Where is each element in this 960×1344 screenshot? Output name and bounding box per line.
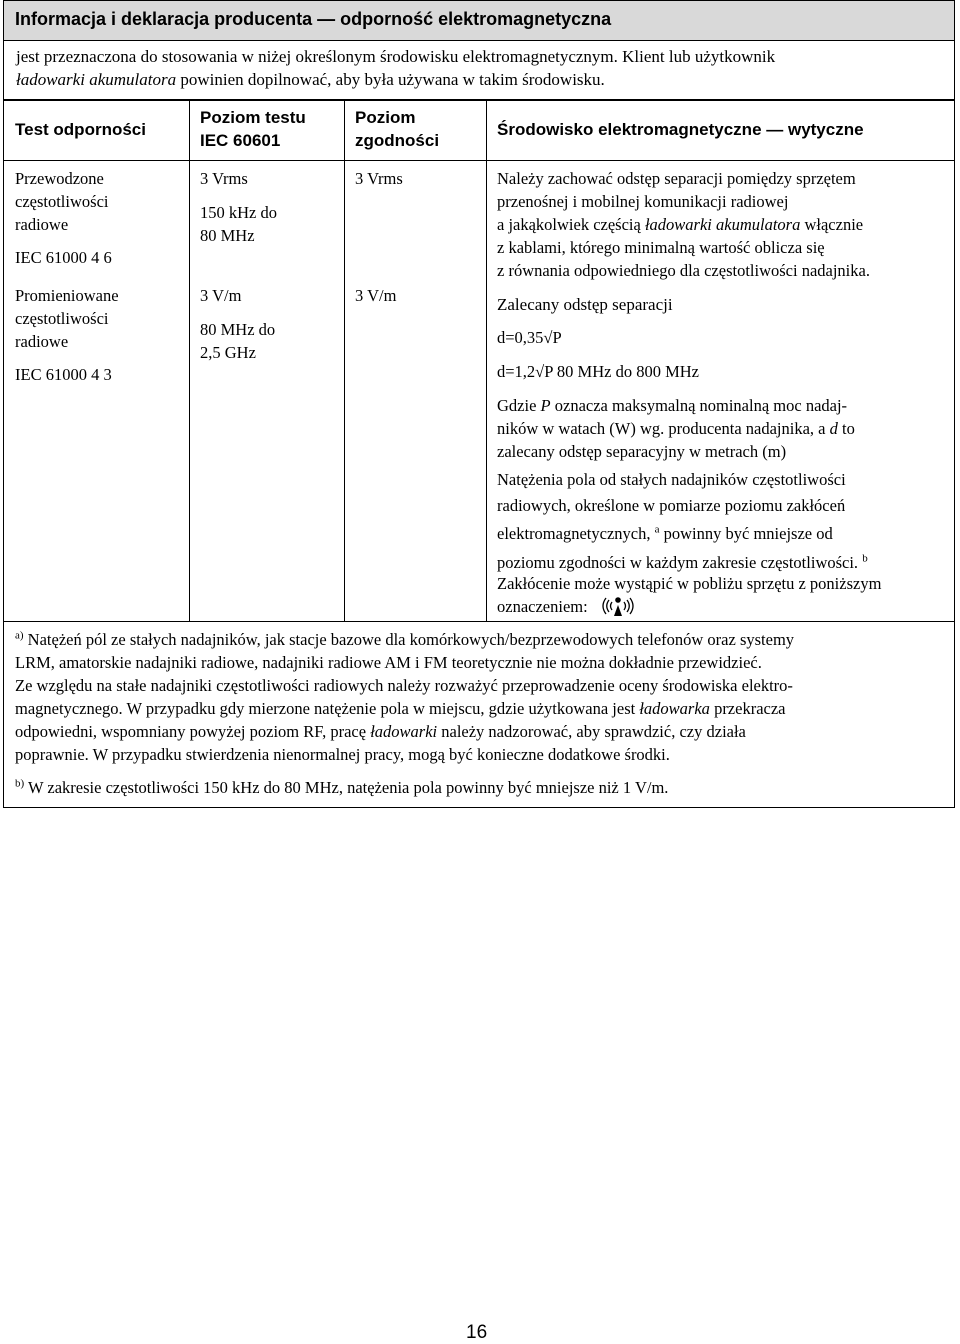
table-bottom-rule [4,621,954,622]
guidance-p1-line4: z kablami, którego minimalną wartość oblicza się [497,238,825,257]
guidance-p1-line1: Należy zachować odstęp separacji pomiędzy sprzętem [497,169,856,188]
footnote-a-line5 [15,720,746,743]
guidance-p1-line2: przenośnej i mobilnej komunikacji radiowej [497,192,789,211]
text: Gdzie [497,396,541,415]
text: oznacza maksymalną nominalną moc nadaj- [550,396,848,415]
separation-heading: Zalecany odstęp separacji [497,295,673,314]
guidance-p3-line2: radiowych, określone w pomiarze poziomu zakłóceń [497,496,846,515]
footnote-a-line3: Ze względu na stałe nadajniki częstotliwości radiowych należy rozważyć przeprowadzenie oceny środowiska elektro- [15,676,793,695]
text-italic: ładowarki akumulatora [644,215,801,234]
footnote-ref-b: b [862,552,868,565]
column-divider-3 [486,100,487,621]
guidance-p3-line1: Natężenia pola od stałych nadajników częstotliwości [497,470,846,489]
intro-line-2 [16,70,605,90]
row1-test-line2: częstotliwości [15,192,109,211]
table-top-rule [4,99,954,101]
text: oznaczeniem: [497,597,588,616]
row1-test-line3: radiowe [15,215,69,234]
header-level-line1: Poziom testu [200,108,306,127]
text: elektromagnetycznych, [497,524,655,543]
text-italic: ładowarka [639,699,710,718]
row2-level: 3 V/m [200,286,242,305]
section-title: Informacja i deklaracja producenta — odporność elektromagnetyczna [15,9,612,29]
text: magnetycznego. W przypadku gdy mierzone natężenie pola w miejscu, gdzie użytkowana jest [15,699,640,718]
row1-test-line1: Przewodzone [15,169,104,188]
row1-range-line2: 80 MHz [200,226,255,245]
emc-declaration-box [3,0,955,808]
row2-standard: IEC 61000 4 3 [15,365,112,384]
guidance-p3-line4 [497,551,868,574]
header-level-line2: IEC 60601 [200,131,281,150]
row1-level: 3 Vrms [200,169,248,188]
text: przekracza [709,699,786,718]
column-divider-1 [189,100,190,621]
text-italic: ładowarki [370,722,438,741]
footnote-a-line6: poprawnie. W przypadku stwierdzenia nienormalnej pracy, mogą być konieczne dodatkowe środki. [15,745,670,764]
intro-rest: powinien dopilnować, aby była używana w takim środowisku. [176,70,605,89]
footnote-a-marker: a) [15,629,24,642]
guidance-p4-line1: Zakłócenie może wystąpić w pobliżu sprzętu z poniższym [497,574,882,593]
row1-compliance: 3 Vrms [355,169,403,188]
text: to [837,419,855,438]
text: Natężeń pól ze stałych nadajników, jak stacje bazowe dla komórkowych/bezprzewodowych telefonów oraz systemy [23,630,795,649]
column-divider-2 [344,100,345,621]
guidance-p3-line3 [497,522,833,545]
footnote-a-line2: LRM, amatorskie nadajniki radiowe, nadajniki radiowe AM i FM teoretycznie nie można dokładnie przewidzieć. [15,653,762,672]
header-test: Test odporności [15,120,146,139]
guidance-p4-line2 [497,594,640,618]
row1-range-line1: 150 kHz do [200,203,277,222]
footnote-a-line4 [15,697,786,720]
footnote-b-marker: b) [15,777,25,790]
page-number: 16 [466,1322,488,1343]
guidance-p2-line1 [497,394,847,417]
row2-range-line1: 80 MHz do [200,320,276,339]
guidance-p2-line3: zalecany odstęp separacyjny w metrach (m) [497,442,787,461]
table-header-rule [4,160,954,161]
footnote-b [15,776,668,799]
header-compliance-line1: Poziom [355,108,416,127]
guidance-p2-line2 [497,417,855,440]
text: odpowiedni, wspomniany powyżej poziom RF, pracę [15,722,371,741]
non-ionizing-radiation-icon [596,594,640,618]
row2-test-line3: radiowe [15,332,69,351]
symbol-p: P [540,396,551,415]
symbol-d: d [829,419,838,438]
text: należy nadzorować, aby sprawdzić, czy działa [437,722,746,741]
header-environment: Środowisko elektromagnetyczne — wytyczne [497,120,864,139]
row2-test-line1: Promieniowane [15,286,119,305]
text: powinny być mniejsze od [659,524,833,543]
title-bar [4,1,954,41]
formula-2: d=1,2√P 80 MHz do 800 MHz [497,362,699,381]
footnote-a-line1 [15,628,794,651]
intro-italic: ładowarki akumulatora [16,70,177,89]
text: a jakąkolwiek częścią [497,215,645,234]
text: włącznie [800,215,864,234]
row2-range-line2: 2,5 GHz [200,343,256,362]
row2-compliance: 3 V/m [355,286,397,305]
formula-1: d=0,35√P [497,328,562,347]
text: ników w watach (W) wg. producenta nadajnika, a [497,419,830,438]
guidance-p1-line3 [497,213,863,236]
row2-test-line2: częstotliwości [15,309,109,328]
footnote-ref-a: a [654,523,660,536]
row1-standard: IEC 61000 4 6 [15,248,112,267]
header-compliance-line2: zgodności [355,131,440,150]
intro-line-1: jest przeznaczona do stosowania w niżej określonym środowisku elektromagnetycznym. Klient lub użytkownik [16,47,776,66]
guidance-p1-line5: z równania odpowiedniego dla częstotliwości nadajnika. [497,261,870,280]
text: poziomu zgodności w każdym zakresie częstotliwości. [497,553,863,572]
text: W zakresie częstotliwości 150 kHz do 80 MHz, natężenia pola powinny być mniejsze niż 1 V/m. [24,778,669,797]
